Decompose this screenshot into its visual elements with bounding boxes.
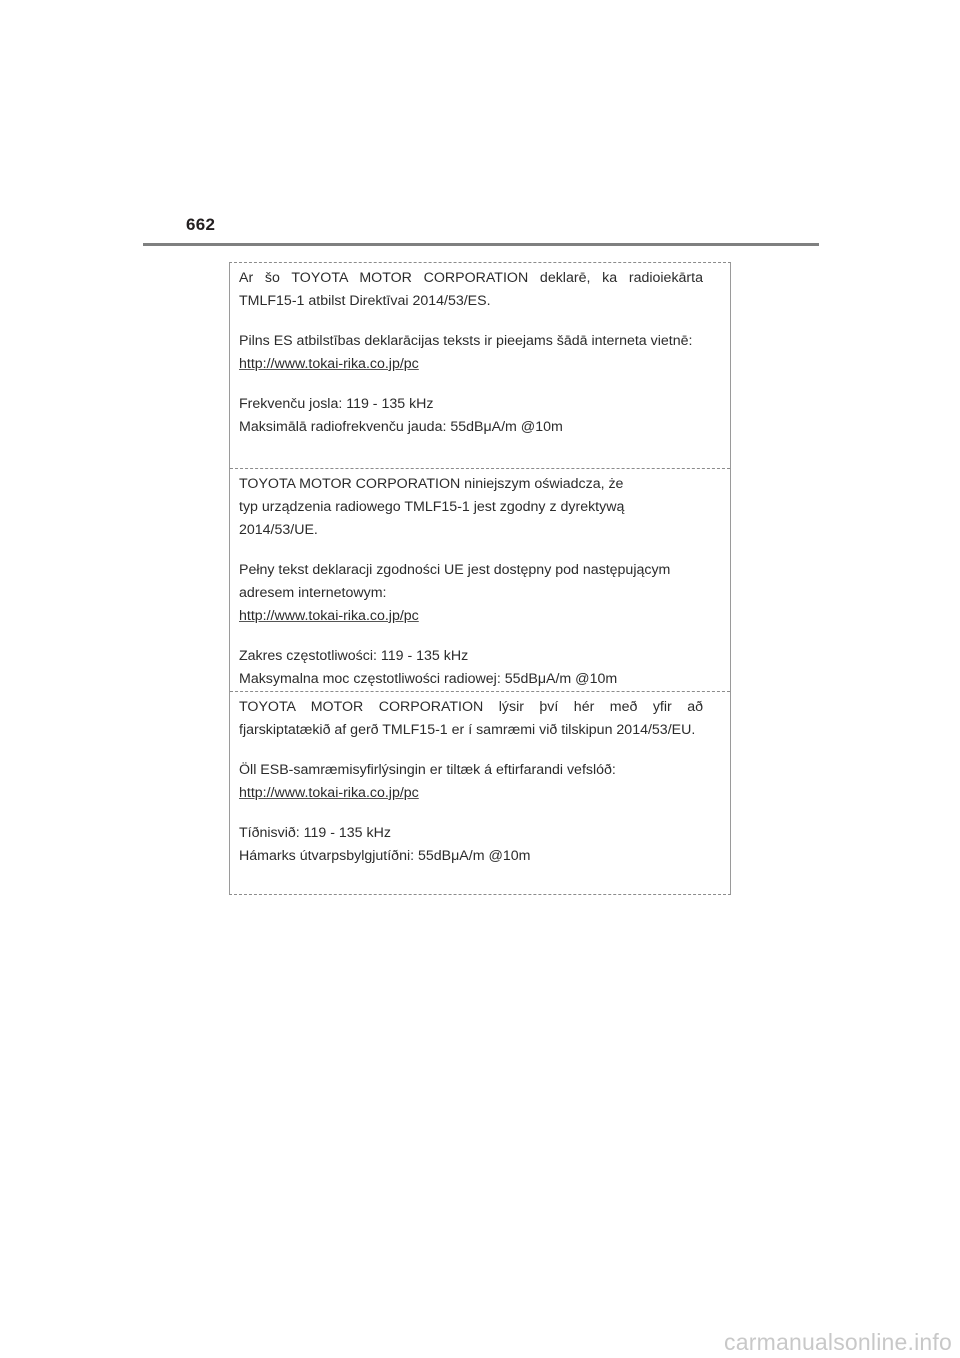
page-number: 662	[186, 215, 216, 234]
header-rule	[143, 243, 819, 246]
declaration-url-link[interactable]: http://www.tokai-rika.co.jp/pc	[239, 356, 419, 372]
fulltext-intro: Pilns ES atbilstības deklarācijas teksts ir pieejams šādā interneta vietnē:	[239, 333, 693, 349]
max-power: Maksimālā radiofrekvenču jauda: 55dBμA/m @10m	[239, 419, 563, 435]
declaration-section-latvian	[230, 263, 730, 468]
declaration-url-link[interactable]: http://www.tokai-rika.co.jp/pc	[239, 608, 419, 624]
declaration-box	[229, 262, 731, 895]
max-power: Maksymalna moc częstotliwości radiowej: 55dBμA/m @10m	[239, 671, 618, 687]
specs-block	[239, 393, 703, 439]
fulltext-intro: Öll ESB-samræmisyfirlýsingin er tiltæk á eftirfarandi vefslóð:	[239, 762, 616, 778]
declaration-statement: Ar šo TOYOTA MOTOR CORPORATION deklarē, ka radioiekārta TMLF15-1 atbilst Direktīvai 2014/53/ES.	[239, 270, 703, 309]
declaration-statement: TOYOTA MOTOR CORPORATION lýsir því hér með yfir að fjarskiptatækið af gerð TMLF15-1 er í samræmi við tilskipun 2014/53/EU.	[239, 699, 703, 738]
fulltext-block	[239, 559, 703, 628]
specs-block	[239, 645, 703, 691]
frequency-band: Tíðnisvið: 119 - 135 kHz	[239, 825, 391, 841]
fulltext-block	[239, 759, 703, 805]
declaration-section-icelandic	[230, 691, 730, 894]
site-watermark: carmanualsonline.info	[724, 1329, 952, 1355]
frequency-band: Zakres częstotliwości: 119 - 135 kHz	[239, 648, 469, 664]
specs-block	[239, 822, 703, 868]
declaration-url-link[interactable]: http://www.tokai-rika.co.jp/pc	[239, 785, 419, 801]
declaration-statement: TOYOTA MOTOR CORPORATION niniejszym oświadcza, że typ urządzenia radiowego TMLF15-1 jest zgodny z dyrektywą 2014/53/UE.	[239, 476, 625, 538]
fulltext-intro: Pełny tekst deklaracji zgodności UE jest dostępny pod następującym adresem internetowym:	[239, 562, 671, 601]
declaration-section-polish	[230, 468, 730, 691]
fulltext-block	[239, 330, 703, 376]
max-power: Hámarks útvarpsbylgjutíðni: 55dBμA/m @10m	[239, 848, 531, 864]
frequency-band: Frekvenču josla: 119 - 135 kHz	[239, 396, 434, 412]
